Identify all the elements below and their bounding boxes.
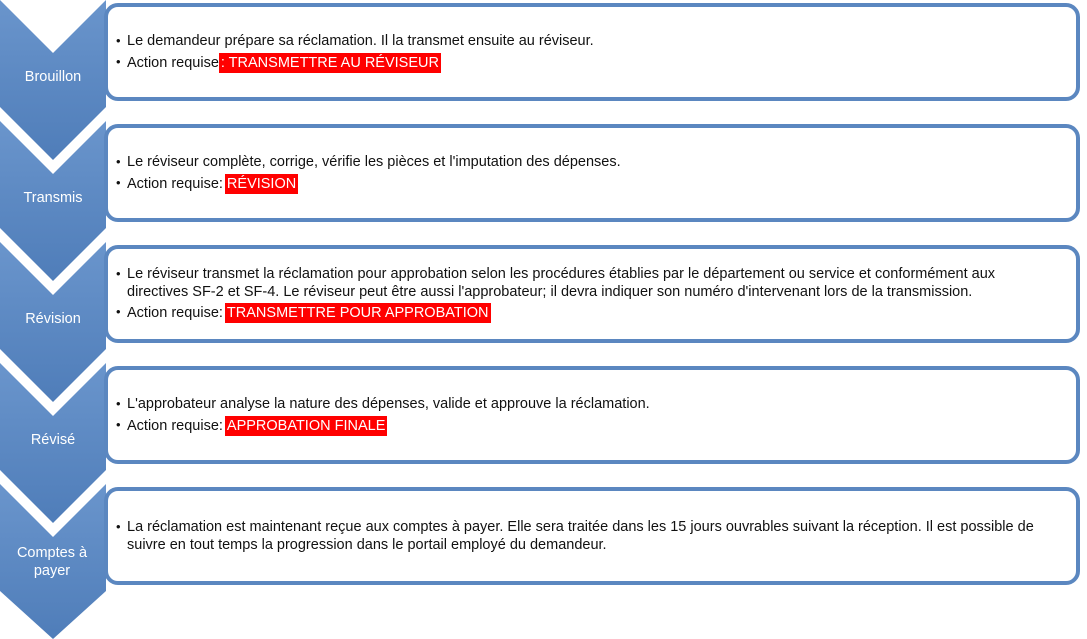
step-1-action-prefix: Action requise [127,54,219,71]
step-2-action-prefix: Action requise: [127,175,223,192]
step-2-action-highlight: RÉVISION [226,175,297,192]
step-3-label: Révision [25,311,81,327]
step-1-description-text: Le demandeur prépare sa réclamation. Il la transmet ensuite au réviseur. [127,32,594,49]
step-3-description [116,265,1060,301]
step-1-action-highlight: : TRANSMETTRE AU RÉVISEUR [220,54,439,71]
bullet-icon: • [116,53,121,69]
step-2-description-text: Le réviseur complète, corrige, vérifie les pièces et l'imputation des dépenses. [127,153,621,170]
step-5-description-text: La réclamation est maintenant reçue aux comptes à payer. Elle sera traitée dans les 15 jours ouvrables suivant la réception. Il est possible de suivre en tout temps la progression dans le portail employé du demandeur. [127,519,1034,553]
step-3-box [104,245,1080,343]
step-4-description [116,395,1060,413]
step-2-action [116,174,1060,194]
bullet-icon: • [116,416,121,432]
step-1-description [116,32,1060,50]
step-4-label: Révisé [30,432,76,448]
bullet-icon: • [116,32,121,48]
step-4-action-prefix: Action requise: [127,417,223,434]
step-3-description-text: Le réviseur transmet la réclamation pour approbation selon les procédures établies par le département ou service et conformément aux directives SF-2 et SF-4. Le réviseur peut être aussi l'approbateur; il devra indiquer son numéro d'intervenant lors de la transmission. [127,266,996,300]
step-1-box [104,3,1080,101]
step-2-label: Transmis [23,190,83,206]
step-1-action [116,53,1060,73]
step-5-box [104,487,1080,585]
bullet-icon: • [116,266,121,281]
step-4-action-highlight: APPROBATION FINALE [226,417,386,434]
step-3-action [116,303,1060,323]
bullet-icon: • [116,395,121,411]
step-5-label: Comptes à payer [16,545,88,579]
bullet-icon: • [116,519,121,534]
step-5-description [116,518,1060,554]
step-3-action-highlight: TRANSMETTRE POUR APPROBATION [226,305,489,321]
step-2-description [116,153,1060,171]
step-3-action-prefix: Action requise: [127,305,223,321]
step-4-action [116,416,1060,436]
bullet-icon: • [116,174,121,190]
bullet-icon: • [116,153,121,169]
step-4-description-text: L'approbateur analyse la nature des dépenses, valide et approuve la réclamation. [127,395,650,412]
bullet-icon: • [116,304,121,319]
step-2-box [104,124,1080,222]
step-1-label: Brouillon [24,69,82,85]
step-4-box [104,366,1080,464]
